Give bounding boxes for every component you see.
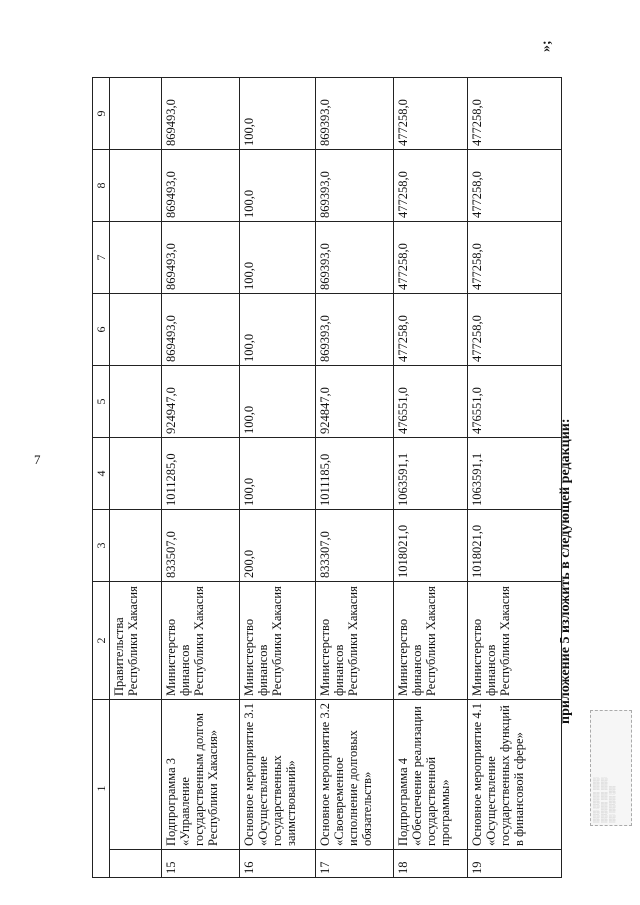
- table-row: [468, 78, 562, 878]
- cell-empty: [110, 438, 162, 510]
- cell-name: Подпрограмма 4 «Обеспечение реализации государственной программы»: [394, 700, 468, 850]
- cell-value: 477258,0: [394, 78, 468, 150]
- note-area: [558, 418, 640, 724]
- table-row: [394, 78, 468, 878]
- cell-no: 19: [468, 850, 562, 878]
- cell-no: 18: [394, 850, 468, 878]
- cell-value: 924847,0: [316, 366, 394, 438]
- cell-value: 476551,0: [468, 366, 562, 438]
- cell-org: Министерство финансов Республики Хакасия: [468, 582, 562, 700]
- cell-org: Министерство финансов Республики Хакасия: [316, 582, 394, 700]
- cell-value: 869493,0: [162, 294, 240, 366]
- cell-empty: [110, 366, 162, 438]
- header-cell-4: 4: [93, 438, 110, 510]
- cell-value: 477258,0: [394, 222, 468, 294]
- header-cell-9: 9: [93, 78, 110, 150]
- cell-value: 1018021,0: [468, 510, 562, 582]
- cell-no: 17: [316, 850, 394, 878]
- cell-value: 924947,0: [162, 366, 240, 438]
- cell-value: 100,0: [240, 222, 316, 294]
- cell-value: 869493,0: [162, 222, 240, 294]
- cell-empty: [110, 150, 162, 222]
- cell-value: 477258,0: [468, 150, 562, 222]
- cell-org: Министерство финансов Республики Хакасия: [162, 582, 240, 700]
- table-row: [162, 78, 240, 878]
- cell-org: Министерство финансов Республики Хакасия: [394, 582, 468, 700]
- cell-name: Подпрограмма 3 «Управление государственным долгом Республики Хакасия»: [162, 700, 240, 850]
- cell-name: Основное мероприятие 3.2 «Своевременное исполнение долговых обязательств»: [316, 700, 394, 850]
- cell-value: 869493,0: [162, 150, 240, 222]
- page-number: 7: [34, 452, 41, 467]
- cell-empty: [110, 78, 162, 150]
- header-cell-3: 3: [93, 510, 110, 582]
- cell-value: 477258,0: [394, 294, 468, 366]
- cell-value: 833507,0: [162, 510, 240, 582]
- cell-value: 477258,0: [468, 222, 562, 294]
- table-row: [316, 78, 394, 878]
- cell-value: 477258,0: [394, 150, 468, 222]
- header-row: [93, 78, 110, 878]
- budget-table: [92, 77, 562, 878]
- cell-value: 100,0: [240, 294, 316, 366]
- cell-no: 15: [162, 850, 240, 878]
- cell-value: 1011285,0: [162, 438, 240, 510]
- header-cell-6: 6: [93, 294, 110, 366]
- header-cell-7: 7: [93, 222, 110, 294]
- header-cell-5: 5: [93, 366, 110, 438]
- cell-value: 1063591,1: [394, 438, 468, 510]
- cell-value: 100,0: [240, 438, 316, 510]
- cell-value: 100,0: [240, 150, 316, 222]
- cell-value: 869493,0: [162, 78, 240, 150]
- cell-value: 476551,0: [394, 366, 468, 438]
- cell-value: 477258,0: [468, 294, 562, 366]
- table-row: [240, 78, 316, 878]
- rotated-table-area: [92, 78, 562, 878]
- table-row-continuation: [110, 78, 162, 878]
- header-cell-8: 8: [93, 150, 110, 222]
- cell-name: Основное мероприятие 4.1 «Осуществление государственных функций в финансовой сфере»: [468, 700, 562, 850]
- table-wrapper: [92, 78, 562, 878]
- cell-org: Правительства Республики Хакасия: [110, 582, 162, 700]
- cell-value: 833307,0: [316, 510, 394, 582]
- cell-value: 477258,0: [468, 78, 562, 150]
- cell-name: Основное мероприятие 3.1 «Осуществление государственных заимствований»: [240, 700, 316, 850]
- cell-value: 1063591,1: [468, 438, 562, 510]
- cell-value: 200,0: [240, 510, 316, 582]
- cell-value: 869393,0: [316, 150, 394, 222]
- stamp-lettering-image: ░░░ ░░░░ ░░░ ░░░░░ ░░ ░░░ ░░ ░░░░ ░░: [594, 777, 616, 823]
- closing-quote-mark: »;: [539, 40, 554, 52]
- registration-stamp: [590, 710, 632, 826]
- cell-value: 869393,0: [316, 294, 394, 366]
- cell-empty: [110, 222, 162, 294]
- cell-value: 100,0: [240, 78, 316, 150]
- cell-empty: [110, 294, 162, 366]
- cell-value: 869393,0: [316, 78, 394, 150]
- cell-value: 869393,0: [316, 222, 394, 294]
- header-cell-1: 1: [93, 700, 110, 878]
- cell-no: 16: [240, 850, 316, 878]
- cell-org: Министерство финансов Республики Хакасия: [240, 582, 316, 700]
- cell-empty: [110, 510, 162, 582]
- header-cell-2: 2: [93, 582, 110, 700]
- amendment-note: приложение 5 изложить в следующей редакции:: [558, 418, 573, 724]
- cell-empty: [110, 700, 162, 850]
- cell-value: 1011185,0: [316, 438, 394, 510]
- cell-empty: [110, 850, 162, 878]
- cell-value: 1018021,0: [394, 510, 468, 582]
- cell-value: 100,0: [240, 366, 316, 438]
